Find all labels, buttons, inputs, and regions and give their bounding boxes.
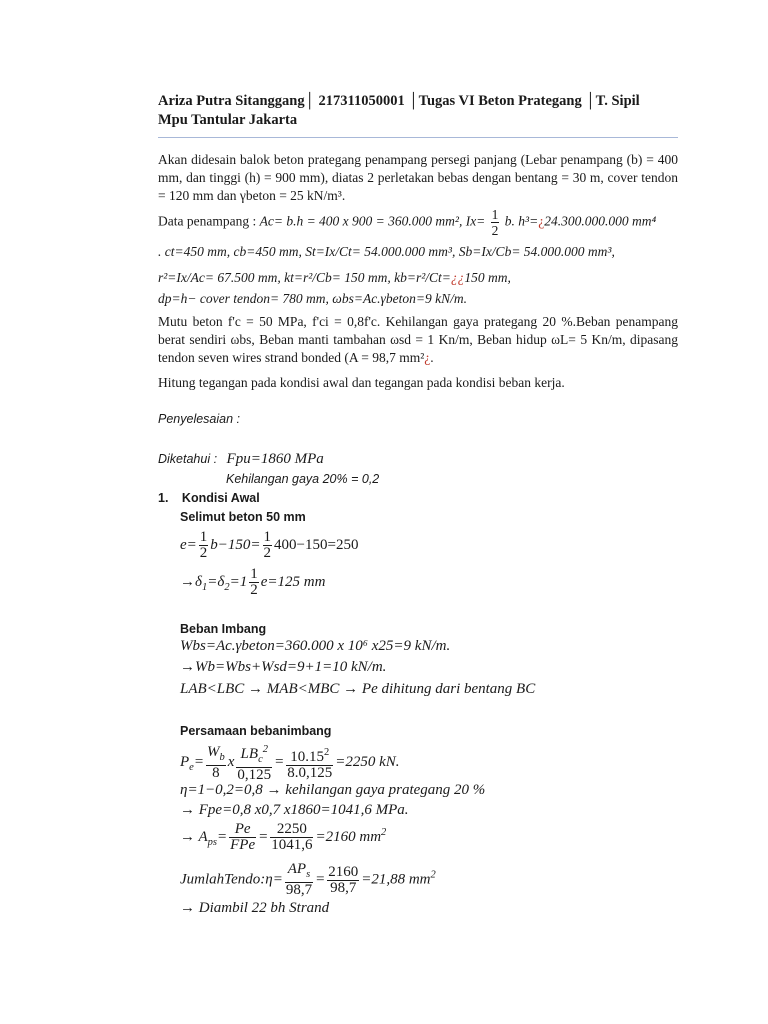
section-1-title: Kondisi Awal: [181, 491, 260, 505]
fpe-equation: → Fpe=0,8 x0,7 x1860=1041,6 MPa.: [180, 802, 409, 818]
ct-line: . ct=450 mm, cb=450 mm, St=Ix/Ct= 54.000.000 mm³, Sb=Ix/Cb= 54.000.000 mm³,: [158, 244, 615, 259]
header-line-1: Ariza Putra Sitanggang│ 217311050001 │Tugas VI Beton Prategang │T. Sipil: [158, 93, 640, 109]
r-formula: r²=Ix/Ac= 67.500 mm, kt=r²/Cb= 150 mm, kb=r²/Ct=: [158, 270, 451, 285]
header-divider: [158, 137, 678, 138]
jumlah-tendon-equation: JumlahTendo:η= $\frac{AP_s}{98,7}$ = $\frac{2160}{98,7}$ =21,88 $mm^2$: [180, 861, 436, 898]
section-1-heading: [158, 489, 678, 507]
r-line: [158, 269, 678, 287]
data-label: Data penampang :: [158, 213, 257, 229]
inverted-question-marks: ¿¿: [450, 270, 465, 285]
kehilangan-line: Kehilangan gaya 20% = 0,2: [226, 472, 380, 486]
problem-intro: Akan didesain balok beton prategang penampang persegi panjang (Lebar penampang (b) = 400 mm, dan tinggi (h) = 900 mm), diatas 2 perletakan bebas dengan bentang = 30 m, cover tendon = 120 mm dan γbeton = 25 kN/m³.: [158, 152, 678, 203]
ix-value: 24.300.000.000 mm⁴: [544, 213, 657, 229]
inverted-question-mark: ¿: [538, 213, 545, 229]
beban-imbang-heading: Beban Imbang: [180, 622, 267, 636]
half-fraction: $\frac{1}{2}$: [491, 207, 499, 238]
section-1-number: 1.: [158, 491, 169, 505]
penyelesaian-label: Penyelesaian :: [158, 412, 241, 426]
diketahui-line: [158, 450, 678, 468]
bentang-line: LAB<LBC → MAB<MBC → Pe dihitung dari bentang BC: [180, 681, 536, 697]
persamaan-heading: Persamaan bebanimbang: [180, 724, 332, 738]
hitung-line: Hitung tegangan pada kondisi awal dan tegangan pada kondisi beban kerja.: [158, 375, 565, 390]
pe-equation: $P_e=$ $\frac{W_b}{8}$ x $\frac{LB_c^2}{0,125}$ = $\frac{10.15^2}{8.0,125}$ =2250 kN.: [180, 743, 400, 783]
document-header: [158, 92, 678, 130]
data-penampang-line: [158, 207, 678, 238]
dp-line: dp=h− cover tendon= 780 mm, ωbs=Ac.γbeton=9 kN/m.: [158, 291, 467, 306]
inverted-question-mark-2: ¿: [424, 350, 431, 365]
ix-formula: b. h³=: [504, 213, 539, 229]
fpu-value: Fpu=1860 MPa: [226, 451, 324, 467]
aps-equation: → $A_{ps}=$ $\frac{Pe}{\text{FPe}}$ = $\frac{2250}{1041,6}$ =2160 $mm^2$: [180, 821, 387, 853]
mutu-paragraph: Mutu beton f'c = 50 MPa, f'ci = 0,8f'c. Kehilangan gaya prategang 20 %.Beban penampang berat sendiri ωbs, Beban manti tambahan ωsd = 1 Kn/m, Beban hidup ωL= 5 Kn/m, dipasang tendon seven wires strand bonded (A = 98,7 mm²¿.: [158, 314, 678, 365]
delta-equation: $\to\delta_1=\delta_2=1$ $\frac{1}{2}$ e=125 mm: [180, 566, 326, 598]
diketahui-label: Diketahui :: [158, 452, 218, 466]
wb-equation: →Wb=Wbs+Wsd=9+1=10 kN/m.: [180, 659, 387, 675]
diambil-line: → Diambil 22 bh Strand: [180, 900, 330, 916]
ac-formula: Ac= b.h = 400 x 900 = 360.000 mm², Ix=: [259, 213, 486, 229]
header-line-2: Mpu Tantular Jakarta: [158, 112, 298, 128]
eccentricity-equation: e= $\frac{1}{2}$ b−150= $\frac{1}{2}$ 400−150=250: [180, 529, 359, 561]
eta-equation: η=1−0,2=0,8 → kehilangan gaya prategang 20 %: [180, 782, 486, 798]
mutu-text: Mutu beton f'c = 50 MPa, f'ci = 0,8f'c. Kehilangan gaya prategang 20 %.Beban penampang berat sendiri ωbs, Beban manti tambahan ωsd = 1 Kn/m, Beban hidup ωL= 5 Kn/m, dipasang tendon seven wires strand bonded (A = 98,7 mm²: [158, 314, 678, 365]
selimut-line: Selimut beton 50 mm: [180, 510, 306, 524]
wbs-equation: Wbs=Ac.γbeton=360.000 x 10⁶ x25=9 kN/m.: [180, 638, 451, 654]
kb-value: 150 mm,: [464, 270, 511, 285]
